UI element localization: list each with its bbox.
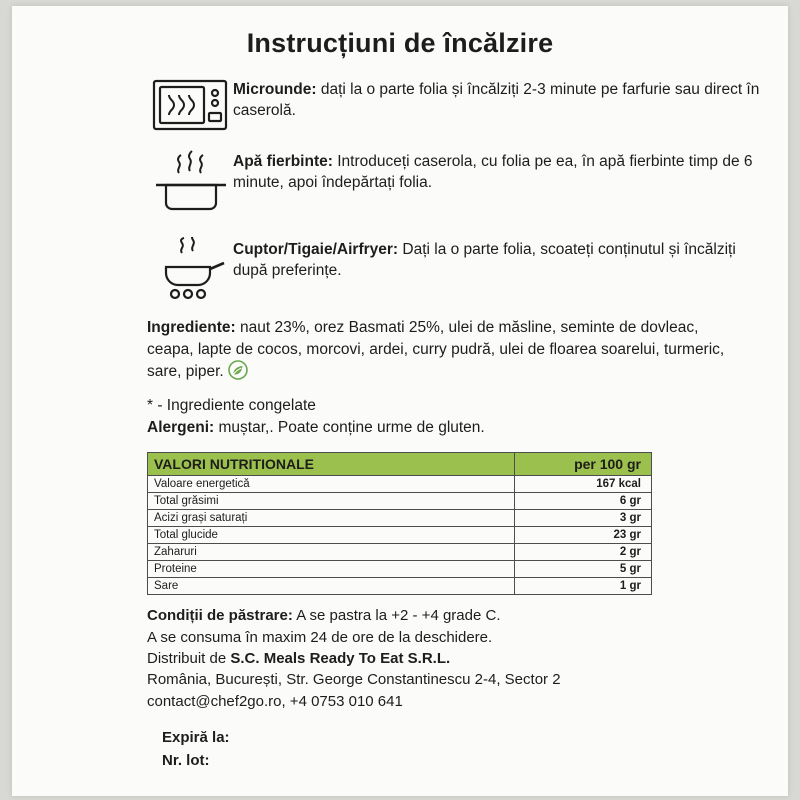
nutrition-row-value: 23 gr: [515, 527, 652, 544]
nutrition-row-label: Proteine: [148, 561, 515, 578]
nutrition-row-label: Acizi grași saturați: [148, 510, 515, 527]
heating-instructions-list: [12, 75, 788, 303]
nutrition-table-per-column: per 100 gr: [515, 453, 652, 476]
nutrition-row-label: Total grăsimi: [148, 493, 515, 510]
nutrition-row-value: 3 gr: [515, 510, 652, 527]
distributor-lead: Distribuit de: [147, 650, 231, 668]
lot-field-label: Nr. lot:: [162, 752, 210, 770]
table-row: [148, 527, 652, 544]
frozen-ingredients-note: * - Ingrediente congelate: [147, 397, 316, 415]
table-row: [148, 510, 652, 527]
microwave-icon: [147, 75, 233, 133]
heating-method-hot-water-lead: Apă fierbinte:: [233, 153, 333, 170]
heating-method-pan-body: Dați la o parte folia, scoateți conținutul și încălziți după preferințe.: [233, 241, 736, 280]
allergens-lead: Alergeni:: [147, 418, 215, 436]
ingredients-paragraph: [12, 317, 788, 383]
heating-method-microwave-body: dați la o parte folia și încălziți 2-3 minute pe farfurie sau direct în caserolă.: [233, 81, 760, 120]
page-title: Instrucțiuni de încălzire: [246, 28, 554, 58]
table-row: [148, 476, 652, 493]
heating-method-microwave: [147, 75, 760, 133]
printable-fields: [12, 726, 788, 773]
nutrition-row-label: Valoare energetică: [148, 476, 515, 493]
nutrition-row-label: Sare: [148, 578, 515, 595]
product-label-card: [12, 6, 788, 796]
heating-method-microwave-lead: Microunde:: [233, 81, 317, 98]
storage-text: A se pastra la +2 - +4 grade C.: [292, 607, 501, 625]
storage-line: [147, 605, 758, 626]
heating-method-hot-water-text: [233, 147, 760, 194]
nutrition-table-header-row: [148, 453, 652, 476]
nutrition-table: [147, 452, 652, 595]
heating-method-microwave-text: [233, 75, 760, 122]
table-row: [148, 561, 652, 578]
nutrition-row-label: Zaharuri: [148, 544, 515, 561]
distributor-company: S.C. Meals Ready To Eat S.R.L.: [230, 650, 451, 668]
table-row: [148, 578, 652, 595]
ingredients-lead: Ingrediente:: [147, 319, 236, 336]
ingredients-text: naut 23%, orez Basmati 25%, ulei de măsline, seminte de dovleac, ceapa, lapte de cocos, morcovi, ardei, curry pudră, ulei de floarea soarelui, turmeric, sare, piper.: [147, 319, 725, 381]
distributor-line: [147, 648, 758, 669]
table-row: [148, 493, 652, 510]
pan-icon: [147, 235, 233, 303]
vegan-leaf-icon: [228, 360, 248, 380]
boiling-pot-icon: [147, 147, 233, 221]
nutrition-table-title: VALORI NUTRITIONALE: [148, 453, 515, 476]
distributor-address: România, București, Str. George Constantinescu 2-4, Sector 2: [147, 671, 561, 689]
nutrition-row-value: 2 gr: [515, 544, 652, 561]
nutrition-row-value: 5 gr: [515, 561, 652, 578]
heating-method-pan-lead: Cuptor/Tigaie/Airfryer:: [233, 241, 399, 258]
footer-info: [12, 605, 788, 711]
allergens-paragraph: [12, 417, 788, 439]
table-row: [148, 544, 652, 561]
expiry-field-label: Expiră la:: [162, 728, 230, 746]
nutrition-row-value: 6 gr: [515, 493, 652, 510]
heating-method-hot-water-body: Introduceți caserola, cu folia pe ea, în apă fierbinte timp de 6 minute, apoi îndepărtați folia.: [233, 153, 753, 192]
heating-method-pan-text: [233, 235, 760, 282]
nutrition-row-value: 1 gr: [515, 578, 652, 595]
nutrition-row-value: 167 kcal: [515, 476, 652, 493]
storage-lead: Condiții de păstrare:: [147, 607, 293, 625]
nutrition-row-label: Total glucide: [148, 527, 515, 544]
heating-method-pan: [147, 235, 760, 303]
heating-method-hot-water: [147, 147, 760, 221]
distributor-contact: contact@chef2go.ro, +4 0753 010 641: [147, 692, 403, 710]
storage-line-2: A se consuma în maxim 24 de ore de la deschidere.: [147, 628, 493, 646]
label-page: [12, 6, 788, 796]
allergens-text: muștar,. Poate conține urme de gluten.: [214, 418, 485, 436]
